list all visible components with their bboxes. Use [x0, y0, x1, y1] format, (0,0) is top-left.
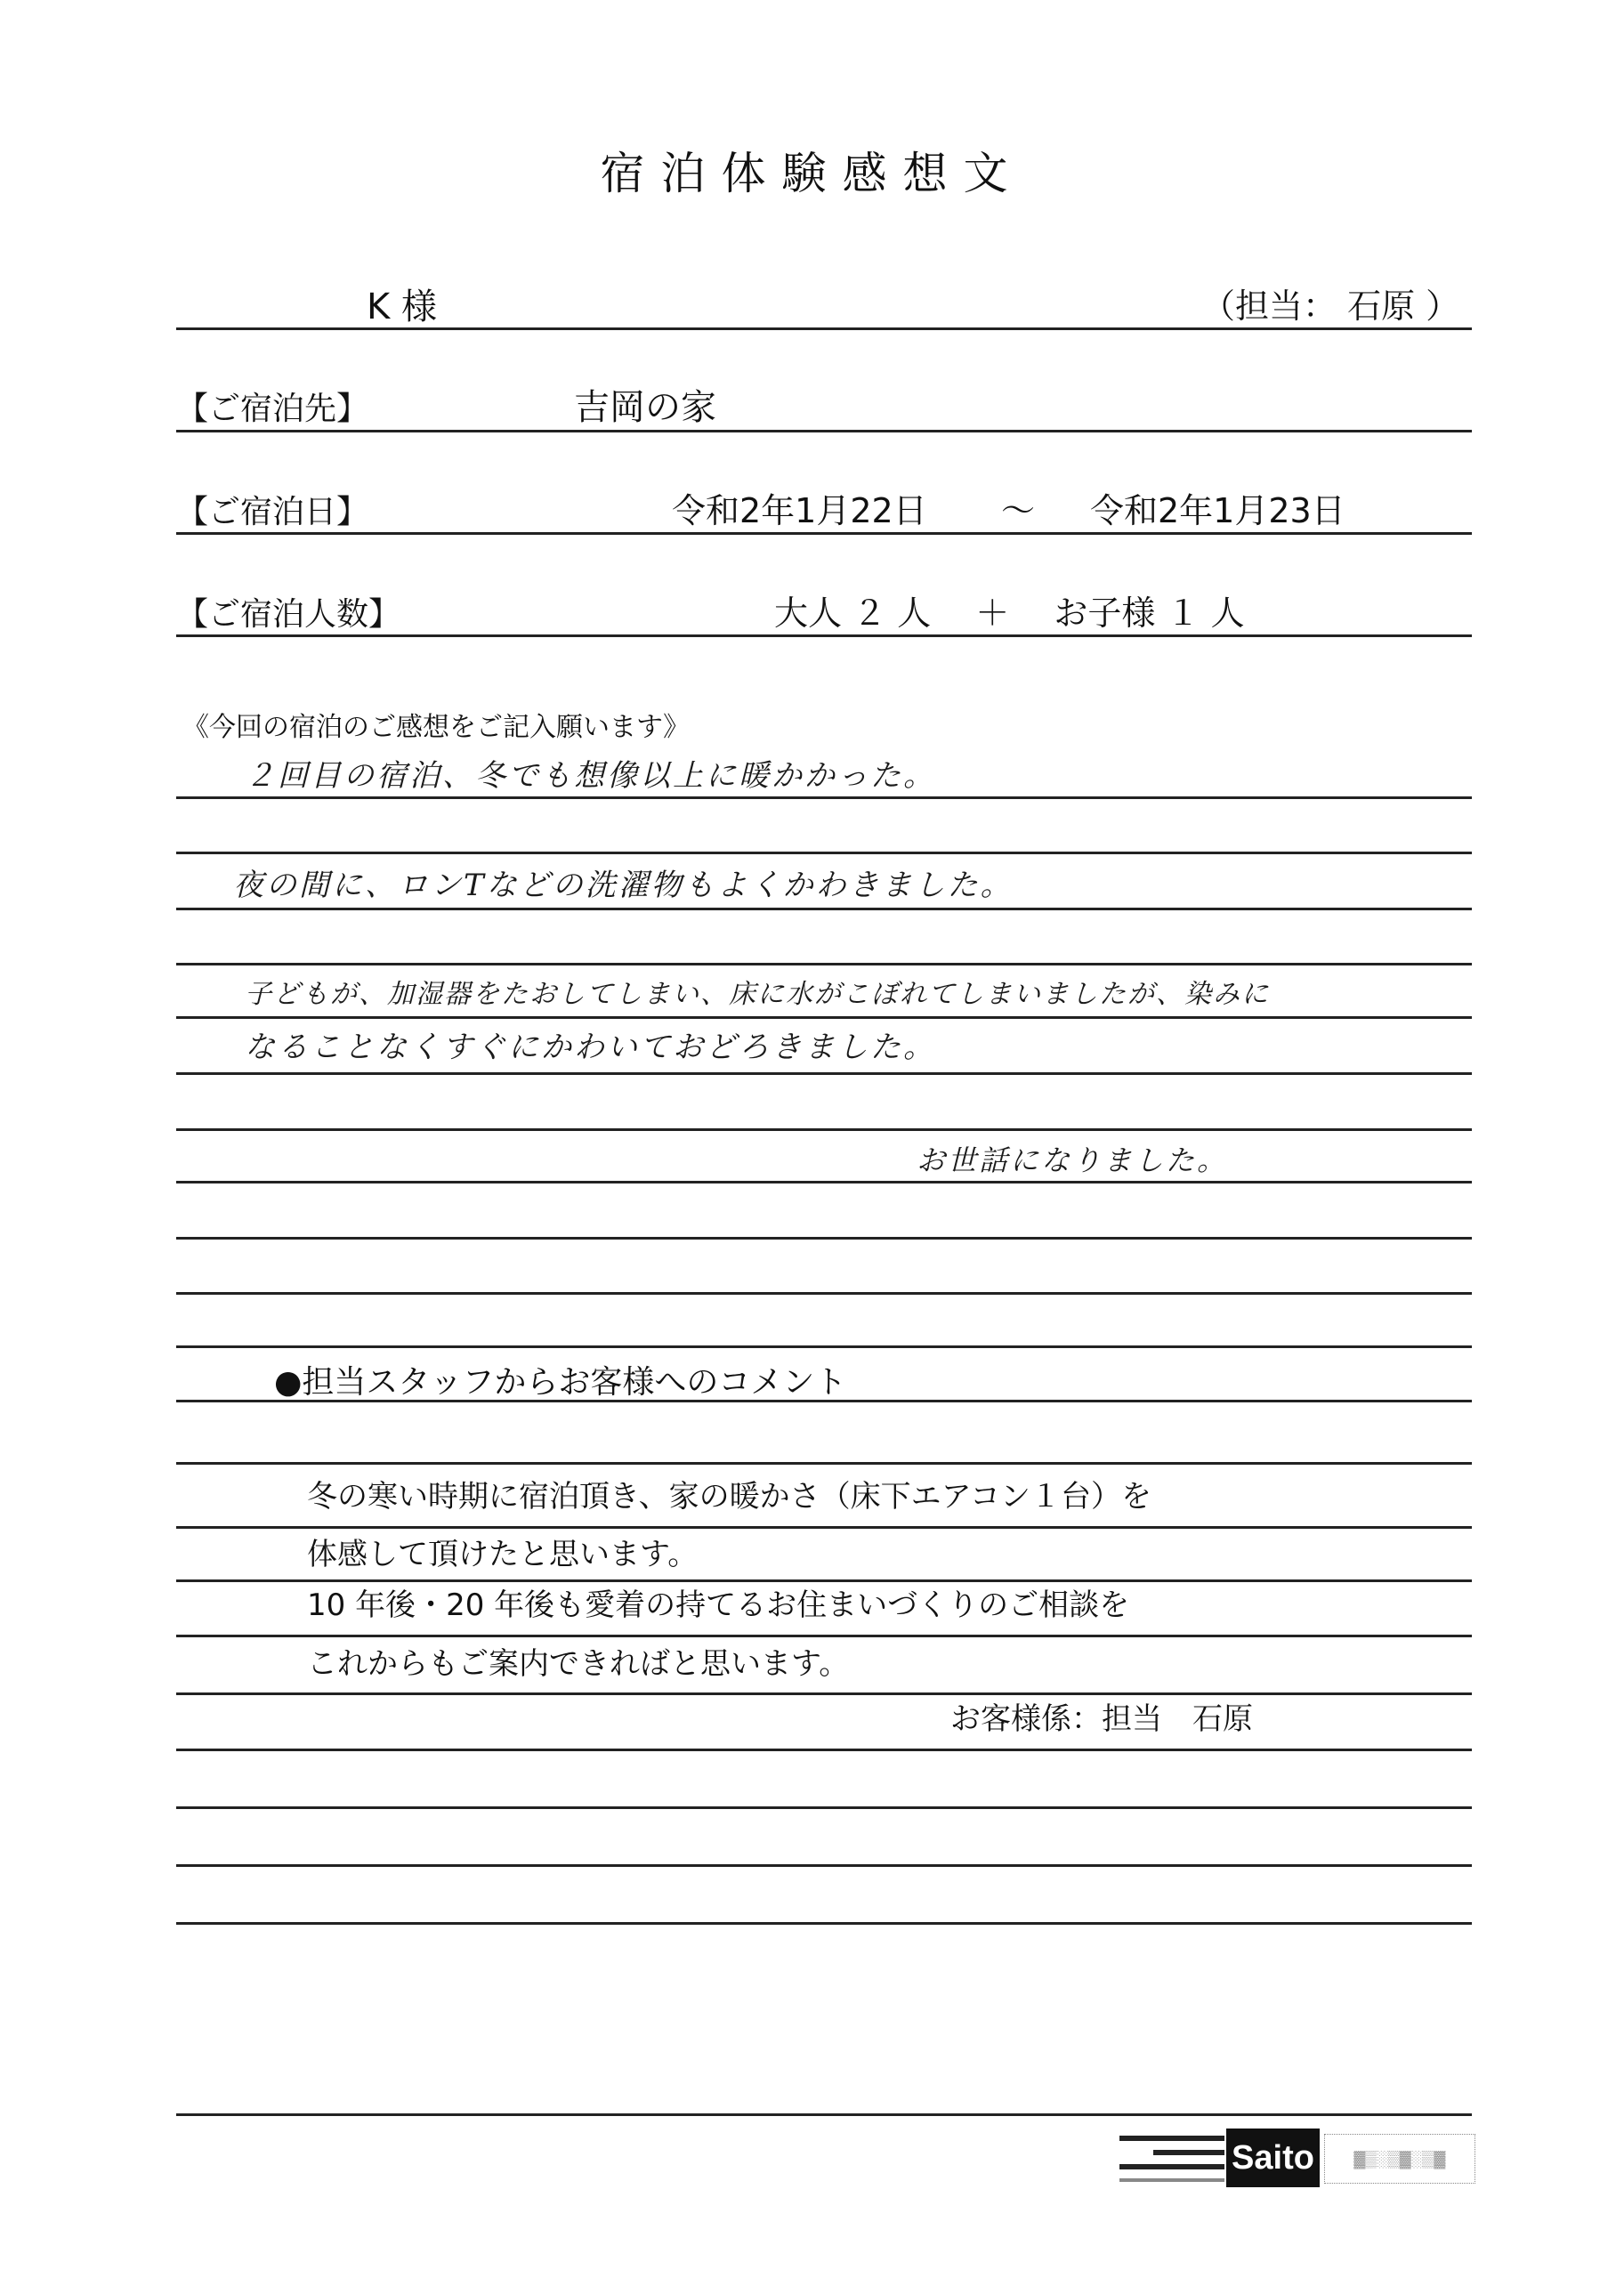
impression-line: なることなくすぐにかわいておどろきました。 [245, 1030, 936, 1065]
date-to: 令和2年1月23日 [1090, 491, 1345, 530]
divider [176, 1864, 1472, 1867]
divider [176, 963, 1472, 965]
impression-line: ２回目の宿泊、冬でも想像以上に暖かかった。 [245, 758, 936, 794]
divider [176, 634, 1472, 637]
impression-prompt: 《今回の宿泊のご感想をご記入願います》 [182, 712, 690, 743]
divider [176, 1292, 1472, 1295]
staff-comment-line: 体感して頂けたと思います。 [307, 1537, 699, 1572]
divider [176, 1237, 1472, 1240]
staff-in-charge: （担当： 石原 ） [1201, 287, 1460, 326]
date-label: 【ご宿泊日】 [176, 494, 369, 530]
divider [176, 1579, 1472, 1582]
divider [176, 327, 1472, 330]
divider [176, 1749, 1472, 1751]
guests-value: 大人 ２ 人 ＋ お子様 １ 人 [774, 594, 1245, 633]
divider [176, 796, 1472, 799]
footer-divider [176, 2113, 1472, 2116]
divider [176, 852, 1472, 854]
divider [176, 532, 1472, 535]
date-from: 令和2年1月22日 [672, 491, 927, 530]
divider [176, 1922, 1472, 1925]
staff-comment-heading: ●担当スタッフからお客様へのコメント [274, 1364, 847, 1401]
divider [176, 1462, 1472, 1465]
place-label: 【ご宿泊先】 [176, 391, 369, 427]
divider [176, 1692, 1472, 1695]
logo-name: Saito [1226, 2129, 1320, 2187]
divider [176, 1181, 1472, 1183]
company-logo [1119, 2129, 1475, 2187]
logo-subtext-icon: ▓▒░▒▓░▒▓ [1324, 2134, 1475, 2184]
divider [176, 1345, 1472, 1348]
guests-label: 【ご宿泊人数】 [176, 596, 401, 633]
divider [176, 1806, 1472, 1809]
impression-closing: お世話になりました。 [917, 1143, 1229, 1177]
divider [176, 1016, 1472, 1019]
customer-name: K 様 [367, 287, 437, 327]
divider [176, 430, 1472, 432]
divider [176, 1526, 1472, 1529]
divider [176, 908, 1472, 910]
divider [176, 1400, 1472, 1402]
impression-line: 子どもが、加湿器をたおしてしまい、床に水がこぼれてしまいましたが、染みに [245, 979, 1270, 1010]
divider [176, 1128, 1472, 1131]
page-title: 宿泊体験感想文 [600, 148, 1024, 199]
staff-signature: お客様係：担当 石原 [950, 1701, 1253, 1737]
staff-comment-line: 10 年後・20 年後も愛着の持てるお住まいづくりのご相談を [307, 1587, 1130, 1623]
divider [176, 1072, 1472, 1075]
place-value: 吉岡の家 [574, 387, 716, 428]
impression-line: 夜の間に、ロンTなどの洗濯物もよくかわきました。 [233, 868, 1014, 903]
divider [176, 1635, 1472, 1637]
staff-comment-line: 冬の寒い時期に宿泊頂き、家の暖かさ（床下エアコン１台）を [307, 1479, 1151, 1515]
logo-mark-icon [1119, 2129, 1224, 2187]
staff-comment-line: これからもご案内できればと思います。 [307, 1646, 850, 1682]
date-separator: ～ [1001, 491, 1036, 530]
